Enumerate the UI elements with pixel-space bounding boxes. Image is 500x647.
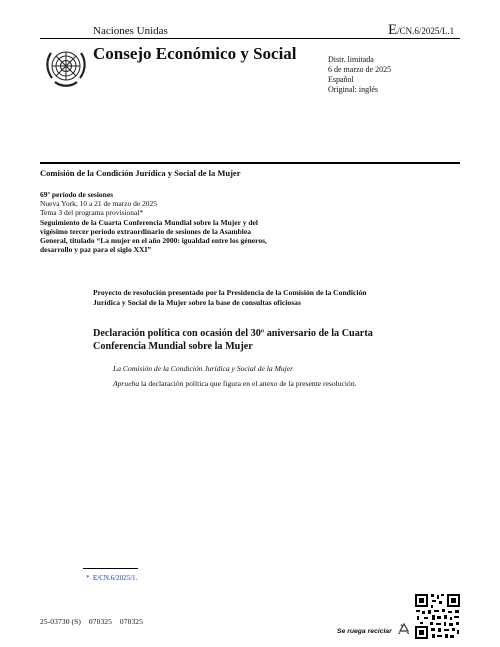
distribution-line: 6 de marzo de 2025	[328, 65, 392, 74]
agenda-title: Seguimiento de la Cuarta Conferencia Mundial sobre la Mujer y del vigésimo tercer período extraordinario de sesiones de la Asamblea General, titulado “La mujer en el año 2000: igualdad entre los géneros, desarrollo y paz para el siglo XXI”	[40, 217, 267, 255]
section-rule	[40, 162, 460, 164]
footnote-rule	[83, 568, 138, 569]
place-date: Nueva York, 10 a 21 de marzo de 2025	[40, 199, 158, 209]
declaration-title: Declaración política con ocasión del 30º aniversario de la Cuarta Conferencia Mundial sobre la Mujer	[93, 328, 373, 352]
council-name: Consejo Económico y Social	[93, 44, 297, 63]
approves-word: Aprueba	[113, 379, 140, 388]
resolution-operative-paragraph	[113, 379, 357, 388]
recycle-icon	[397, 622, 411, 636]
document-symbol	[388, 22, 454, 39]
commission-line: La Comisión de la Condición Jurídica y Social de la Mujer	[113, 364, 294, 373]
distribution-block	[328, 55, 391, 95]
session-info	[40, 190, 280, 254]
un-emblem-icon	[43, 43, 89, 89]
recycle-label: Se ruega reciclar	[337, 628, 392, 635]
distribution-line: Español	[328, 75, 354, 84]
document-code-text: 25-03730 (S) 070325 070325	[40, 617, 143, 626]
footnote-marker: *	[86, 574, 90, 582]
agenda-item: Tema 3 del programa provisional*	[40, 208, 144, 218]
footnote-link[interactable]: E/CN.6/2025/1.	[93, 574, 138, 582]
session-number: 69º período de sesiones	[40, 190, 114, 199]
organization-name: Naciones Unidas	[93, 25, 168, 37]
commission-title: Comisión de la Condición Jurídica y Social de la Mujer	[40, 168, 241, 178]
distribution-line: Distr. limitada	[328, 55, 374, 64]
draft-resolution-proposal: Proyecto de resolución presentado por la Presidencia de la Comisión de la Condición Jurídica y Social de la Mujer sobre la base de consultas oficiosas	[93, 288, 367, 307]
footnote	[86, 574, 137, 582]
approves-text: la declaración política que figura en el anexo de la presente resolución.	[139, 379, 357, 388]
distribution-line: Original: inglés	[328, 85, 378, 94]
header-rule	[40, 38, 460, 39]
symbol-rest: /CN.6/2025/L.1	[397, 26, 455, 36]
document-code	[40, 617, 143, 626]
qr-code-icon[interactable]	[414, 593, 461, 640]
symbol-letter: E	[388, 22, 398, 38]
